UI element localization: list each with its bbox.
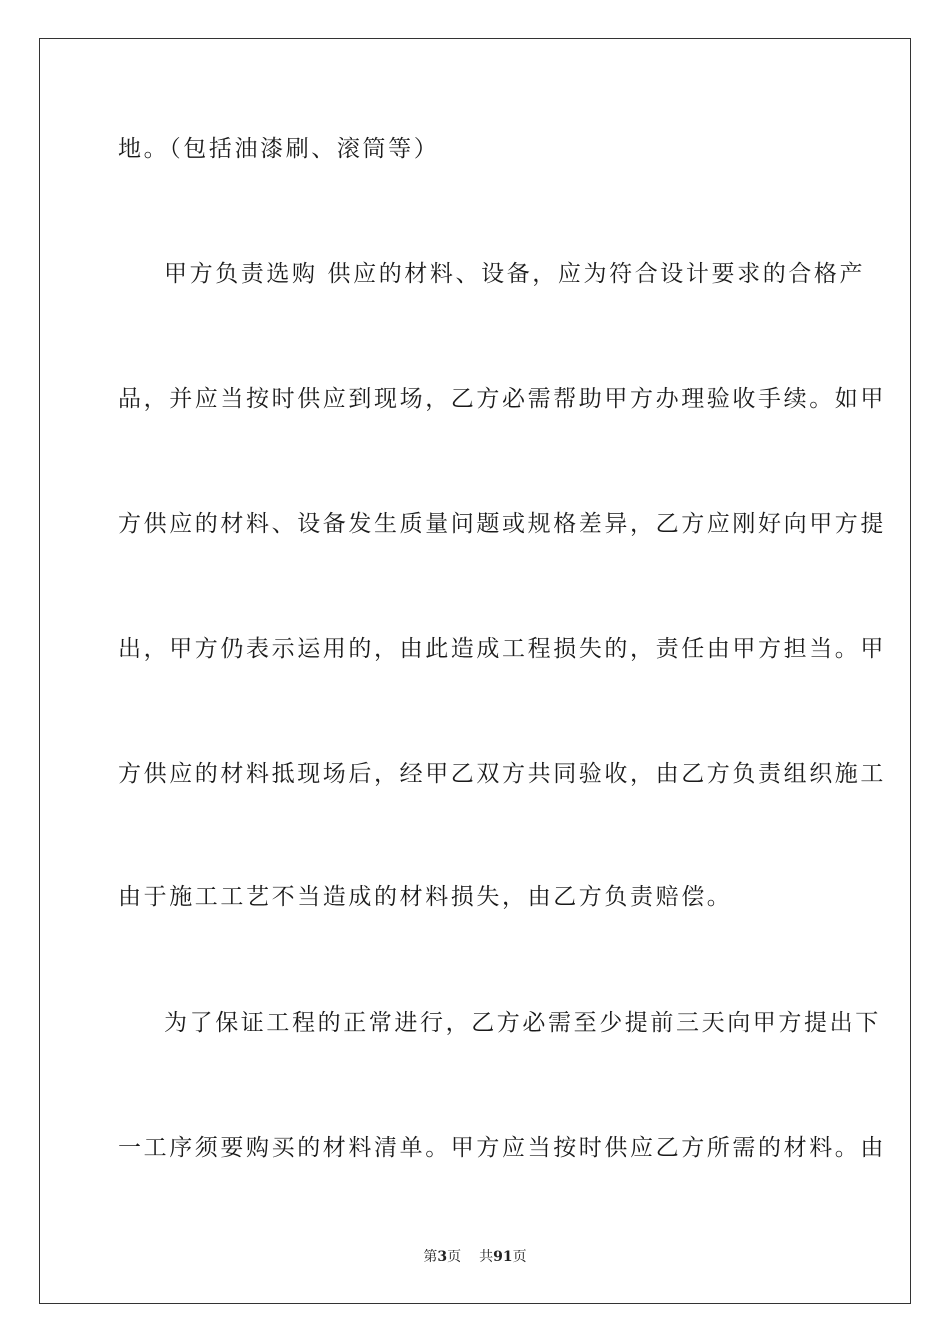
page-number: 3 bbox=[437, 1249, 448, 1265]
page-footer bbox=[0, 1248, 950, 1266]
paragraph-2-line-6: 由于施工工艺不当造成的材料损失，由乙方负责赔偿。 bbox=[118, 884, 733, 910]
paragraph-2-line-4: 出，甲方仍表示运用的，由此造成工程损失的，责任由甲方担当。甲 bbox=[118, 636, 886, 662]
paragraph-2-line-5: 方供应的材料抵现场后，经甲乙双方共同验收，由乙方负责组织施工 bbox=[118, 761, 886, 787]
paragraph-3-line-1: 为了保证工程的正常进行，乙方必需至少提前三天向甲方提出下 bbox=[164, 1010, 881, 1036]
total-suffix: 页 bbox=[512, 1249, 527, 1265]
page-prefix: 第 bbox=[423, 1249, 438, 1265]
paragraph-2-line-2: 品，并应当按时供应到现场，乙方必需帮助甲方办理验收手续。如甲 bbox=[118, 386, 886, 412]
page-suffix: 页 bbox=[447, 1249, 462, 1265]
total-pages: 91 bbox=[493, 1249, 513, 1265]
total-prefix: 共 bbox=[479, 1249, 494, 1265]
paragraph-2-line-1: 甲方负责选购 供应的材料、设备，应为符合设计要求的合格产 bbox=[164, 261, 866, 287]
paragraph-3-line-2: 一工序须要购买的材料清单。甲方应当按时供应乙方所需的材料。由 bbox=[118, 1135, 886, 1161]
paragraph-2-line-3: 方供应的材料、设备发生质量问题或规格差异，乙方应刚好向甲方提 bbox=[118, 511, 886, 537]
text-line-1: 地。（包括油漆刷、滚筒等） bbox=[118, 136, 440, 162]
page-border bbox=[39, 38, 911, 1304]
